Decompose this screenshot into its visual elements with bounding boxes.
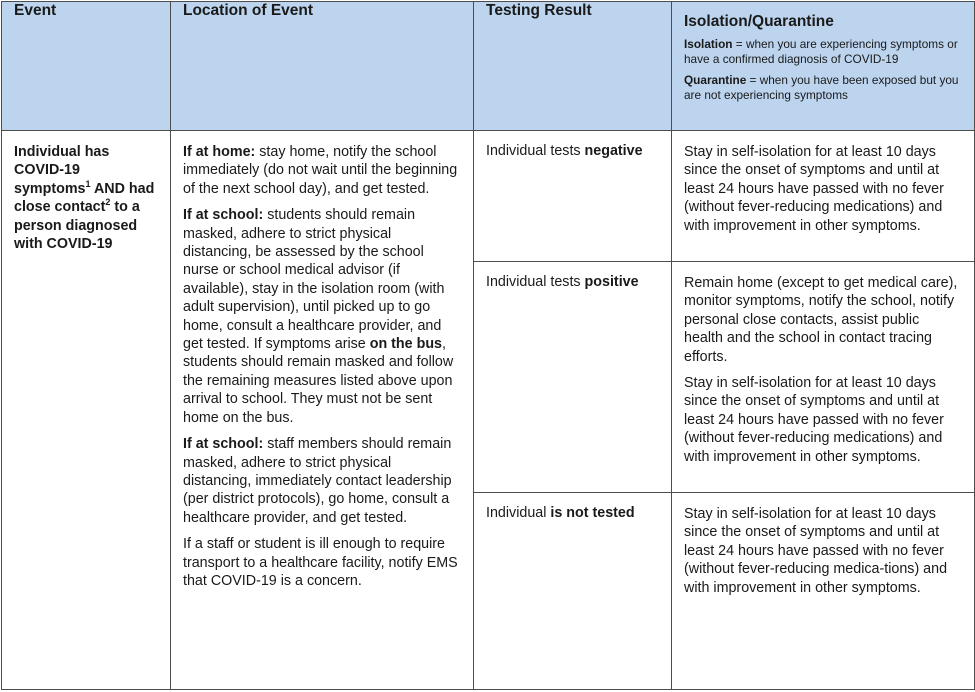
guidance-text: Stay in self-isolation for at least 10 days since the onset of symptoms and until at least 24 hours have passed with no fever (without fever-reducing medica-tions) and with improvement in other symptoms. bbox=[684, 506, 948, 596]
header-location: Location of Event bbox=[171, 2, 474, 131]
isolation-title: Isolation/Quarantine bbox=[684, 13, 834, 30]
table-row bbox=[2, 131, 975, 262]
guidance-negative bbox=[672, 131, 975, 262]
isolation-definition: Isolation = when you are experiencing symptoms or have a confirmed diagnosis of COVID-19 bbox=[684, 37, 958, 66]
guidance-positive bbox=[672, 262, 975, 493]
location-home: If at home: stay home, notify the school immediately (do not wait until the beginning of the next school day), and get tested. bbox=[183, 144, 458, 197]
location-cell bbox=[171, 131, 474, 690]
header-row bbox=[2, 2, 975, 131]
header-isolation bbox=[672, 2, 975, 131]
guidance-not-tested bbox=[672, 493, 975, 690]
header-event: Event bbox=[2, 2, 171, 131]
location-school-students: If at school: students should remain masked, adhere to strict physical distancing, be assessed by the school nurse or school medical advisor (if available), stay in the isolation room (with adult supervision), until picked up to go home, consult a healthcare provider, and get tested. If symptoms arise on the bus, students should remain masked and follow the remaining measures listed above upon arrival to school. They must not be sent home on the bus. bbox=[183, 207, 454, 426]
guidance-text: Stay in self-isolation for at least 10 days since the onset of symptoms and until at least 24 hours have passed with no fever (without fever-reducing medications) and with improvement in other symptoms. bbox=[684, 375, 944, 465]
guidance-text: Remain home (except to get medical care), monitor symptoms, notify the school, notify personal close contacts, assist public health and the school in contact tracing efforts. bbox=[684, 275, 958, 365]
location-school-staff: If at school: staff members should remain masked, adhere to strict physical distancing, immediately contact leadership (per district protocols), go home, consult a healthcare provider, and get tested. bbox=[183, 436, 452, 526]
test-not-tested: Individual is not tested bbox=[474, 493, 672, 690]
event-cell bbox=[2, 131, 171, 690]
test-positive: Individual tests positive bbox=[474, 262, 672, 493]
event-text: Individual has COVID-19 symptoms$^1$ AND had close contact$^2$ to a person diagnosed with COVID-19 bbox=[14, 144, 155, 253]
covid-guidance-table bbox=[1, 1, 975, 690]
guidance-text: Stay in self-isolation for at least 10 days since the onset of symptoms and until at least 24 hours have passed with no fever (without fever-reducing medications) and with improvement in other symptoms. bbox=[684, 144, 944, 234]
quarantine-definition: Quarantine = when you have been exposed but you are not experiencing symptoms bbox=[684, 73, 959, 102]
header-testing: Testing Result bbox=[474, 2, 672, 131]
test-negative: Individual tests negative bbox=[474, 131, 672, 262]
location-ems: If a staff or student is ill enough to require transport to a healthcare facility, notify EMS that COVID-19 is a concern. bbox=[183, 536, 458, 589]
